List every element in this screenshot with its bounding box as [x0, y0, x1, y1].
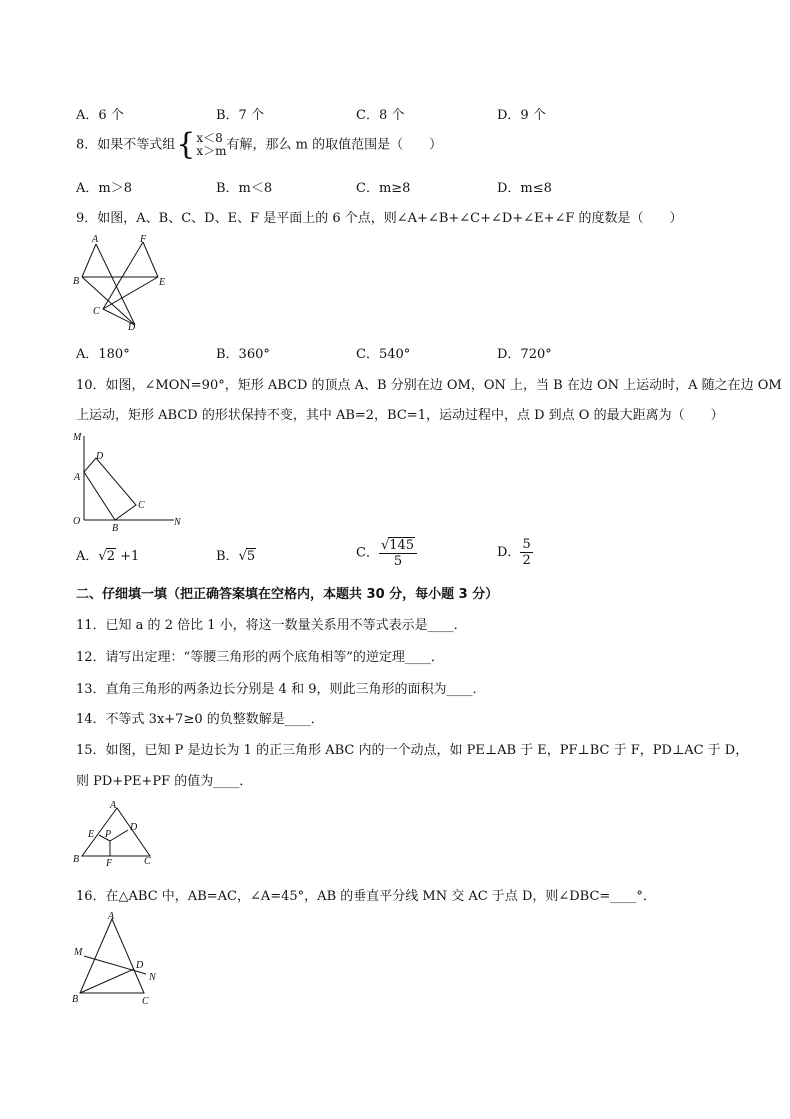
q8-option-c: C．m≥8 — [356, 181, 411, 196]
label-b: B — [73, 854, 80, 865]
label-a: A — [108, 911, 115, 922]
q10-option-d-denominator: 2 — [522, 553, 531, 568]
q15-line-1: 15．如图，已知 P 是边长为 1 的正三角形 ABC 内的一个动点，如 PE⊥AB 于 E，PF⊥BC 于 F，PD⊥AC 于 D， — [76, 743, 749, 758]
q10-option-a: A．√2 +1 — [76, 549, 140, 564]
segment-ab — [82, 244, 96, 277]
q9-option-b: B．360° — [216, 347, 270, 362]
inequality-row-1: x＜8 — [196, 131, 223, 145]
q7-option-b: B．7 个 — [216, 108, 264, 123]
label-d: D — [128, 322, 136, 332]
q10-option-d-fraction — [520, 537, 532, 568]
q9-stem: 9．如图，A、B、C、D、E、F 是平面上的 6 个点，则∠A+∠B+∠C+∠D+∠E+∠F 的度数是（ ） — [76, 211, 683, 226]
q10-option-a-prefix: A． — [76, 549, 99, 564]
label-c: C — [138, 500, 145, 511]
label-p: P — [105, 829, 112, 840]
q10-option-c-fraction: $\frac{√145}{5}$ — [379, 537, 417, 569]
q7-options — [76, 104, 716, 122]
label-f: F — [140, 234, 147, 245]
q10-option-c-prefix: C． — [356, 545, 379, 561]
q10-option-a-radicand: 2 — [106, 549, 115, 564]
q10-option-b-radicand: 5 — [246, 549, 256, 564]
triangle-abc — [80, 919, 144, 993]
q10-option-b: B．√5 — [216, 549, 256, 564]
q10-option-b-prefix: B． — [216, 549, 239, 564]
q13-stem: 13．直角三角形的两条边长分别是 4 和 9，则此三角形的面积为____． — [76, 682, 486, 697]
q15-figure — [70, 798, 160, 868]
q9-option-c: C．540° — [356, 347, 411, 362]
q8-stem-after: 有解，那么 m 的取值范围是（ ） — [226, 137, 443, 153]
label-d: D — [96, 451, 104, 462]
q7-option-d: D．9 个 — [497, 108, 546, 123]
q16-figure — [70, 908, 170, 1008]
q16-stem: 16．在△ABC 中，AB=AC，∠A=45°，AB 的垂直平分线 MN 交 AC 于点 D，则∠DBC=____°． — [76, 889, 656, 904]
q10-option-c — [356, 537, 417, 569]
label-o: O — [73, 516, 81, 527]
q10-line-1: 10．如图，∠MON=90°，矩形 ABCD 的顶点 A、B 分别在边 OM，ON 上，当 B 在边 ON 上运动时，A 随之在边 OM — [76, 378, 782, 393]
label-e: E — [88, 829, 95, 840]
q8-stem — [76, 127, 443, 162]
label-m: M — [74, 947, 83, 958]
label-a: A — [74, 472, 81, 483]
segment-ce — [103, 277, 158, 309]
segment-pd — [110, 830, 128, 841]
label-a: A — [92, 234, 99, 245]
q9-options — [76, 343, 716, 361]
q9-option-a: A．180° — [76, 347, 130, 362]
q8-option-a: A．m＞8 — [76, 181, 132, 196]
label-c: C — [93, 306, 100, 317]
q8-stem-before: 8．如果不等式组 — [76, 137, 176, 153]
inequality-system — [196, 132, 226, 158]
q10-option-d — [497, 537, 533, 568]
q10-option-c-radicand: 145 — [389, 538, 415, 553]
q8-options — [76, 177, 716, 195]
q12-stem: 12．请写出定理：“等腰三角形的两个底角相等”的逆定理____． — [76, 650, 444, 665]
label-a: A — [110, 800, 117, 811]
q10-figure — [70, 428, 190, 532]
segment-bd — [82, 277, 135, 325]
label-n: N — [149, 972, 156, 983]
q10-option-a-suffix: +1 — [120, 549, 140, 564]
label-c: C — [144, 856, 151, 867]
q10-option-c-denominator: 5 — [393, 554, 403, 569]
q14-stem: 14．不等式 3x+7≥0 的负整数解是____． — [76, 712, 324, 727]
rectangle-abcd — [84, 458, 136, 520]
label-d: D — [136, 960, 144, 971]
q8-option-d: D．m≤8 — [497, 181, 552, 196]
segment-bd — [80, 969, 134, 993]
q8-option-b: B．m＜8 — [216, 181, 273, 196]
segment-ad — [96, 244, 135, 325]
inequality-row-2: x＞m — [196, 144, 227, 158]
label-b: B — [73, 276, 80, 287]
brace-symbol: { — [176, 127, 196, 162]
q15-line-2: 则 PD+PE+PF 的值为____． — [76, 774, 253, 789]
label-m: M — [73, 432, 82, 443]
segment-fe — [143, 242, 158, 277]
q9-option-d: D．720° — [497, 347, 552, 362]
label-e: E — [159, 277, 166, 288]
q9-figure — [70, 232, 180, 332]
q7-option-c: C．8 个 — [356, 108, 405, 123]
q10-option-d-numerator: 5 — [522, 537, 531, 552]
q10-options — [76, 537, 716, 575]
section-2-title: 二、仔细填一填（把正确答案填在空格内，本题共 30 分，每小题 3 分） — [76, 587, 499, 602]
label-d: D — [130, 822, 138, 833]
q10-option-d-prefix: D． — [497, 545, 521, 560]
q10-line-2: 上运动，矩形 ABCD 的形状保持不变，其中 AB=2，BC=1，运动过程中，点 D 到点 O 的最大距离为（ ） — [76, 408, 724, 423]
q7-option-a: A．6 个 — [76, 108, 124, 123]
label-b: B — [112, 523, 119, 532]
label-n: N — [174, 517, 181, 528]
label-b: B — [72, 994, 79, 1005]
q11-stem: 11．已知 a 的 2 倍比 1 小，将这一数量关系用不等式表示是____． — [76, 618, 467, 633]
label-f: F — [106, 858, 113, 868]
label-c: C — [142, 996, 149, 1007]
